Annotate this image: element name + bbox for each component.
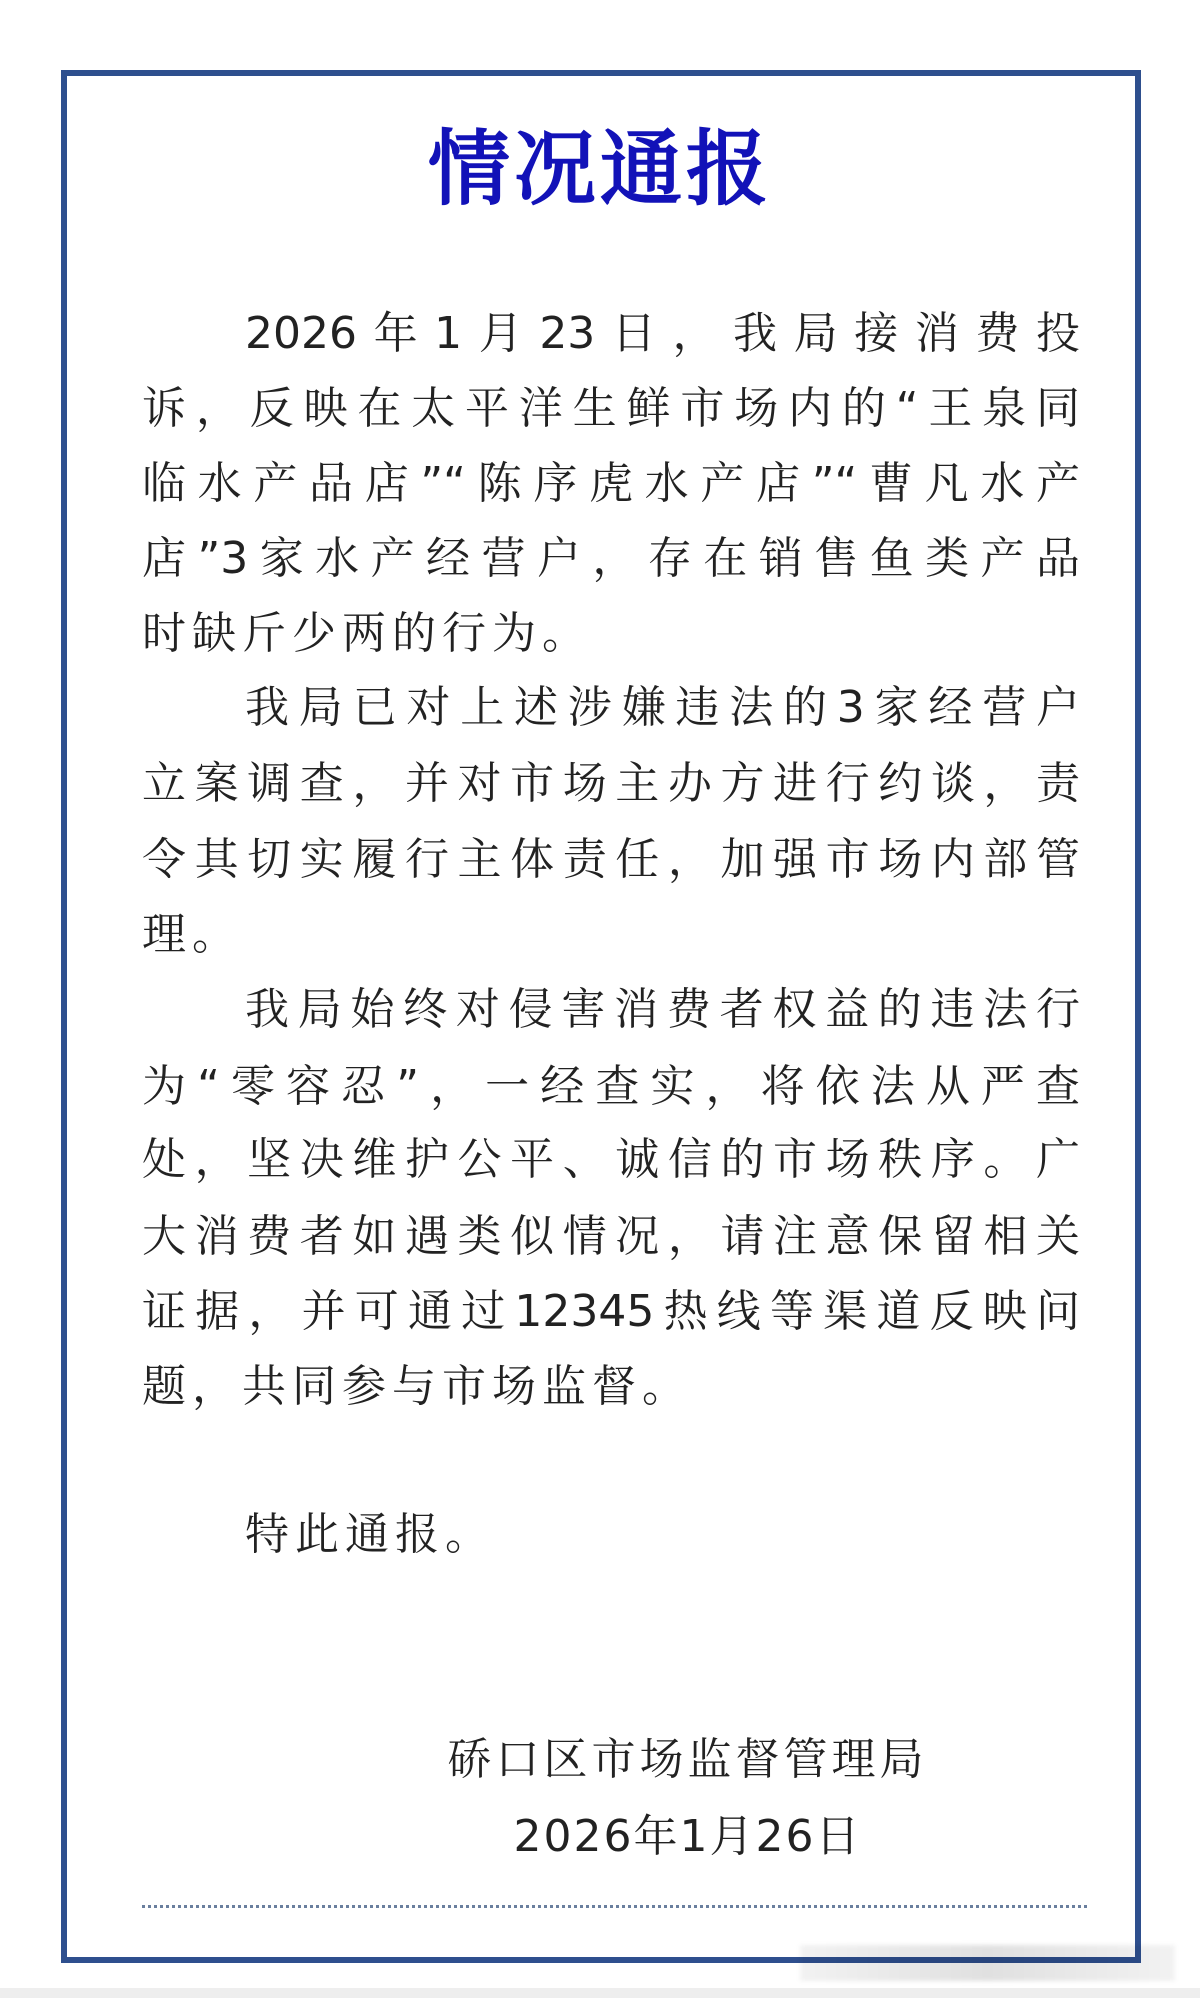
body-line: 时缺斤少两的行为。 bbox=[142, 608, 592, 659]
body-line: 理。 bbox=[142, 909, 242, 960]
issuer-name: 硚口区市场监督管理局 bbox=[447, 1734, 928, 1785]
body-line: 大消费者如遇类似情况，请注意保留相关 bbox=[142, 1211, 1080, 1262]
bottom-strip bbox=[0, 1988, 1200, 1998]
body-line: 2026年1月23日，我局接消费投 bbox=[245, 308, 1080, 359]
body-line: 店”3家水产经营户，存在销售鱼类产品 bbox=[142, 533, 1080, 584]
body-line: 为“零容忍”，一经查实，将依法从严查 bbox=[142, 1061, 1080, 1112]
body-line: 我局已对上述涉嫌违法的3家经营户 bbox=[245, 682, 1080, 733]
body-line: 临水产品店”“陈序虎水产店”“曹凡水产 bbox=[142, 458, 1080, 509]
dotted-divider bbox=[142, 1905, 1087, 1908]
body-line: 我局始终对侵害消费者权益的违法行 bbox=[245, 984, 1080, 1035]
body-line: 题，共同参与市场监督。 bbox=[142, 1361, 692, 1412]
watermark bbox=[800, 1945, 1175, 1981]
body-line: 诉，反映在太平洋生鲜市场内的“王泉同 bbox=[142, 383, 1080, 434]
closing-line: 特此通报。 bbox=[245, 1509, 495, 1560]
body-line: 证据，并可通过12345热线等渠道反映问 bbox=[142, 1286, 1080, 1337]
body-line: 处，坚决维护公平、诚信的市场秩序。广 bbox=[142, 1134, 1080, 1185]
issue-date: 2026年1月26日 bbox=[513, 1811, 862, 1862]
body-line: 令其切实履行主体责任，加强市场内部管 bbox=[142, 834, 1080, 885]
page-title: 情况通报 bbox=[427, 122, 772, 217]
body-line: 立案调查，并对市场主办方进行约谈，责 bbox=[142, 758, 1080, 809]
